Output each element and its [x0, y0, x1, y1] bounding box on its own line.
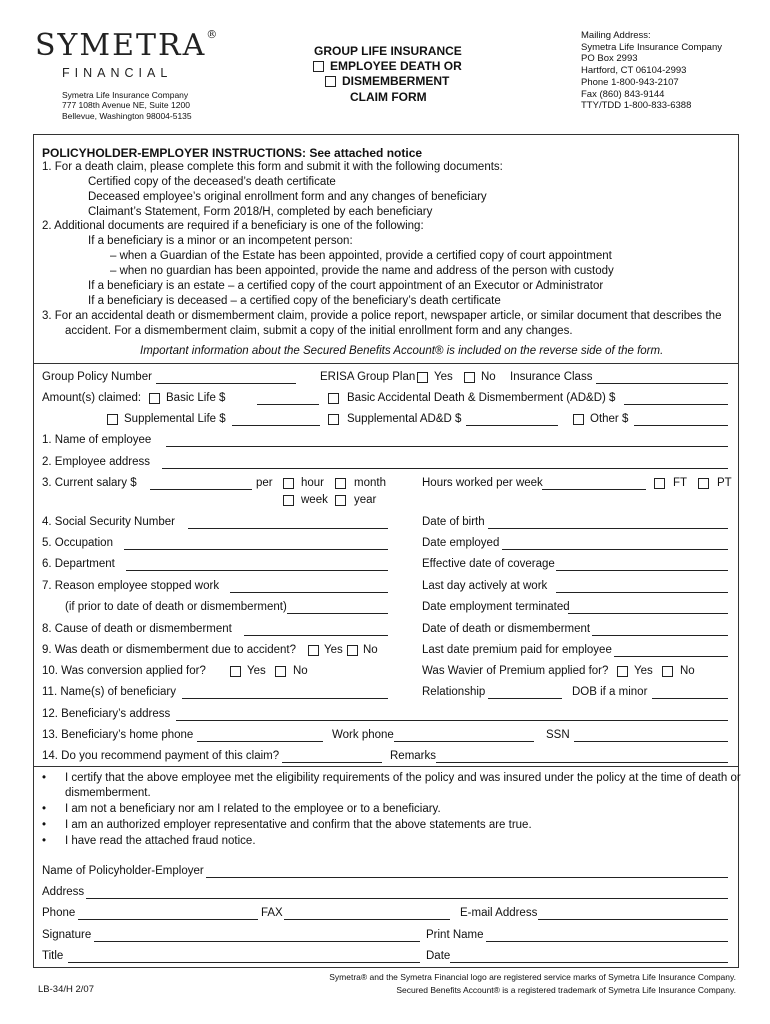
mailing-line: TTY/TDD 1-800-833-6388 [581, 100, 692, 111]
cause-field[interactable] [244, 635, 388, 636]
month-checkbox[interactable] [335, 478, 346, 489]
supp-add-label: Supplemental AD&D $ [347, 413, 462, 425]
reason-note-field[interactable] [287, 613, 388, 614]
group-policy-label: Group Policy Number [42, 371, 152, 383]
erisa-no-checkbox[interactable] [464, 372, 475, 383]
basic-add-label: Basic Accidental Death & Dismemberment (AD&D) $ [347, 392, 616, 404]
supp-add-checkbox[interactable] [328, 414, 339, 425]
remarks-field[interactable] [436, 762, 728, 763]
form-border-left [33, 134, 34, 968]
supp-life-checkbox[interactable] [107, 414, 118, 425]
last-day-field[interactable] [556, 592, 728, 593]
email-field[interactable] [538, 919, 728, 920]
instruction-line: Claimant’s Statement, Form 2018/H, completed by each beneficiary [88, 206, 433, 218]
waiver-no-checkbox[interactable] [662, 666, 673, 677]
form-number: LB-34/H 2/07 [38, 984, 94, 995]
phone-field[interactable] [78, 919, 258, 920]
date-employed-label: Date employed [422, 537, 500, 549]
print-name-field[interactable] [486, 941, 728, 942]
recommend-field[interactable] [282, 762, 382, 763]
employee-address-field[interactable] [162, 468, 728, 469]
certify-line: I am not a beneficiary nor am I related to the employee or to a beneficiary. [65, 803, 441, 815]
year-label: year [354, 494, 377, 506]
trademark-line: Symetra® and the Symetra Financial logo are registered service marks of Symetra Life Insurance Company. [329, 972, 736, 982]
employee-name-label: 1. Name of employee [42, 434, 152, 446]
bullet-icon: • [42, 835, 47, 847]
supp-add-field[interactable] [466, 425, 558, 426]
employer-address-field[interactable] [86, 898, 728, 899]
date-employed-field[interactable] [502, 549, 728, 550]
certify-line: I am an authorized employer representative and confirm that the above statements are true. [65, 819, 532, 831]
conversion-yes-label: Yes [247, 665, 266, 677]
hours-week-field[interactable] [542, 489, 646, 490]
basic-add-checkbox[interactable] [328, 393, 339, 404]
instruction-line: If a beneficiary is an estate – a certified copy of the court appointment of an Executor or Administrator [88, 280, 604, 292]
department-field[interactable] [126, 570, 388, 571]
occupation-field[interactable] [124, 549, 388, 550]
print-name-label: Print Name [426, 929, 484, 941]
dob-minor-field[interactable] [652, 698, 728, 699]
bullet-icon: • [42, 803, 47, 815]
relationship-field[interactable] [488, 698, 562, 699]
basic-life-checkbox[interactable] [149, 393, 160, 404]
phone-label: Phone [42, 907, 76, 919]
title-field[interactable] [68, 962, 420, 963]
waiver-no-label: No [680, 665, 695, 677]
erisa-no-label: No [481, 371, 496, 383]
other-label: Other $ [590, 413, 629, 425]
employer-address-label: Address [42, 886, 85, 898]
certify-line: I certify that the above employee met the eligibility requirements of the policy and was insured under the policy at the time of death or [65, 772, 741, 784]
conversion-yes-checkbox[interactable] [230, 666, 241, 677]
employee-address-label: 2. Employee address [42, 456, 151, 468]
trademark-line: Secured Benefits Account® is a registered trademark of Symetra Life Insurance Company. [396, 985, 736, 995]
beneficiary-name-label: 11. Name(s) of beneficiary [42, 686, 177, 698]
erisa-label: ERISA Group Plan [320, 371, 416, 383]
beneficiary-ssn-field[interactable] [574, 741, 728, 742]
pt-label: PT [717, 477, 732, 489]
salary-label: 3. Current salary $ [42, 477, 137, 489]
per-label: per [256, 477, 273, 489]
instruction-line: If a beneficiary is a minor or an incompetent person: [88, 235, 353, 247]
accident-label: 9. Was death or dismemberment due to accident? [42, 644, 296, 656]
dob-label: Date of birth [422, 516, 485, 528]
work-phone-label: Work phone [332, 729, 394, 741]
beneficiary-address-label: 12. Beneficiary’s address [42, 708, 171, 720]
logo-subtitle: FINANCIAL [62, 66, 173, 80]
hours-week-label: Hours worked per week [422, 477, 543, 489]
instruction-line: Deceased employee’s original enrollment form and any changes of beneficiary [88, 191, 487, 203]
week-label: week [301, 494, 328, 506]
ssn-field[interactable] [188, 528, 388, 529]
conversion-no-label: No [293, 665, 308, 677]
occupation-label: 5. Occupation [42, 537, 113, 549]
other-field[interactable] [634, 425, 728, 426]
dob-minor-label: DOB if a minor [572, 686, 648, 698]
instruction-line: 1. For a death claim, please complete this form and submit it with the following documents: [42, 161, 503, 173]
instructions-heading: POLICYHOLDER-EMPLOYER INSTRUCTIONS: See attached notice [42, 146, 423, 160]
conversion-no-checkbox[interactable] [275, 666, 286, 677]
instruction-line: If a beneficiary is deceased – a certified copy of the beneficiary’s death certificate [88, 295, 501, 307]
instruction-line: Certified copy of the deceased’s death certificate [88, 176, 336, 188]
company-address-line: 777 108th Avenue NE, Suite 1200 [62, 100, 190, 110]
ft-label: FT [673, 477, 688, 489]
employee-name-field[interactable] [166, 446, 728, 447]
remarks-label: Remarks [390, 750, 437, 762]
section-divider [33, 363, 739, 364]
form-title-line: DISMEMBERMENT [342, 74, 450, 88]
salary-field[interactable] [150, 489, 252, 490]
erisa-yes-label: Yes [434, 371, 453, 383]
hour-checkbox[interactable] [283, 478, 294, 489]
accident-no-checkbox[interactable] [347, 645, 358, 656]
year-checkbox[interactable] [335, 495, 346, 506]
form-border-right [738, 134, 739, 968]
effective-date-field[interactable] [556, 570, 728, 571]
mailing-line: Mailing Address: [581, 30, 651, 41]
other-checkbox[interactable] [573, 414, 584, 425]
ssn-label: 4. Social Security Number [42, 516, 175, 528]
erisa-yes-checkbox[interactable] [417, 372, 428, 383]
policyholder-name-label: Name of Policyholder-Employer [42, 865, 204, 877]
beneficiary-ssn-label: SSN [546, 729, 570, 741]
bullet-icon: • [42, 819, 47, 831]
mailing-line: Fax (860) 843-9144 [581, 89, 665, 100]
signature-field[interactable] [94, 941, 420, 942]
fax-label: FAX [261, 907, 283, 919]
amounts-label: Amount(s) claimed: [42, 392, 142, 404]
reason-stopped-field[interactable] [230, 592, 388, 593]
date-death-field[interactable] [592, 635, 728, 636]
symetra-logo: SYMETRA® [35, 28, 220, 63]
date-field[interactable] [450, 962, 728, 963]
fax-field[interactable] [284, 919, 450, 920]
certify-line: dismemberment. [65, 787, 151, 799]
month-label: month [354, 477, 386, 489]
accident-yes-label: Yes [324, 644, 343, 656]
insurance-class-field[interactable] [596, 383, 728, 384]
company-address-line: Bellevue, Washington 98004-5135 [62, 111, 192, 121]
form-title-line: EMPLOYEE DEATH OR [330, 59, 462, 73]
instruction-line: 3. For an accidental death or dismemberment claim, provide a police report, newspaper article, or similar document that describes the [42, 310, 722, 322]
bullet-icon: • [42, 772, 47, 784]
title-label: Title [42, 950, 64, 962]
conversion-label: 10. Was conversion applied for? [42, 665, 206, 677]
date-terminated-field[interactable] [568, 613, 728, 614]
form-border-bottom [33, 967, 739, 968]
insurance-class-label: Insurance Class [510, 371, 593, 383]
ft-checkbox[interactable] [654, 478, 665, 489]
basic-life-label: Basic Life $ [166, 392, 226, 404]
supp-life-field[interactable] [232, 425, 320, 426]
form-title-line: GROUP LIFE INSURANCE [314, 44, 462, 58]
beneficiary-phone-field[interactable] [197, 741, 323, 742]
pt-checkbox[interactable] [698, 478, 709, 489]
hour-label: hour [301, 477, 325, 489]
instruction-line: 2. Additional documents are required if a beneficiary is one of the following: [42, 220, 424, 232]
waiver-label: Was Wavier of Premium applied for? [422, 665, 609, 677]
mailing-line: Hartford, CT 06104-2993 [581, 65, 687, 76]
reason-note: (if prior to date of death or dismemberment) [65, 601, 287, 613]
instruction-line: accident. For a dismemberment claim, submit a copy of the initial enrollment form and any changes. [65, 325, 573, 337]
date-death-label: Date of death or dismemberment [422, 623, 591, 635]
form-border-top [33, 134, 739, 135]
date-label: Date [426, 950, 451, 962]
group-policy-field[interactable] [156, 383, 296, 384]
last-premium-label: Last date premium paid for employee [422, 644, 612, 656]
week-checkbox[interactable] [283, 495, 294, 506]
beneficiary-name-field[interactable] [182, 698, 388, 699]
signature-label: Signature [42, 929, 92, 941]
waiver-yes-label: Yes [634, 665, 653, 677]
last-day-label: Last day actively at work [422, 580, 548, 592]
work-phone-field[interactable] [394, 741, 534, 742]
section-divider [33, 766, 739, 767]
instruction-line: – when a Guardian of the Estate has been appointed, provide a certified copy of court appointment [110, 250, 612, 262]
date-terminated-label: Date employment terminated [422, 601, 570, 613]
mailing-line: Phone 1-800-943-2107 [581, 77, 679, 88]
secured-benefits-note: Important information about the Secured Benefits Account® is included on the reverse side of the form. [140, 345, 664, 357]
accident-no-label: No [363, 644, 378, 656]
beneficiary-phone-label: 13. Beneficiary’s home phone [42, 729, 194, 741]
recommend-label: 14. Do you recommend payment of this claim? [42, 750, 280, 762]
supp-life-label: Supplemental Life $ [124, 413, 226, 425]
beneficiary-address-field[interactable] [176, 720, 728, 721]
company-address-line: Symetra Life Insurance Company [62, 90, 189, 100]
cause-label: 8. Cause of death or dismemberment [42, 623, 232, 635]
waiver-yes-checkbox[interactable] [617, 666, 628, 677]
mailing-line: PO Box 2993 [581, 53, 638, 64]
relationship-label: Relationship [422, 686, 486, 698]
form-title-line: CLAIM FORM [350, 90, 427, 104]
dob-field[interactable] [488, 528, 728, 529]
accident-yes-checkbox[interactable] [308, 645, 319, 656]
basic-add-field[interactable] [624, 404, 728, 405]
mailing-line: Symetra Life Insurance Company [581, 42, 722, 53]
instruction-line: – when no guardian has been appointed, provide the name and address of the person with custody [110, 265, 614, 277]
title-checkbox[interactable] [325, 76, 336, 87]
last-premium-field[interactable] [614, 656, 728, 657]
department-label: 6. Department [42, 558, 115, 570]
basic-life-field[interactable] [257, 404, 319, 405]
policyholder-name-field[interactable] [206, 877, 728, 878]
effective-date-label: Effective date of coverage [422, 558, 555, 570]
email-label: E-mail Address [460, 907, 538, 919]
certify-line: I have read the attached fraud notice. [65, 835, 256, 847]
title-checkbox[interactable] [313, 61, 324, 72]
reason-stopped-label: 7. Reason employee stopped work [42, 580, 220, 592]
